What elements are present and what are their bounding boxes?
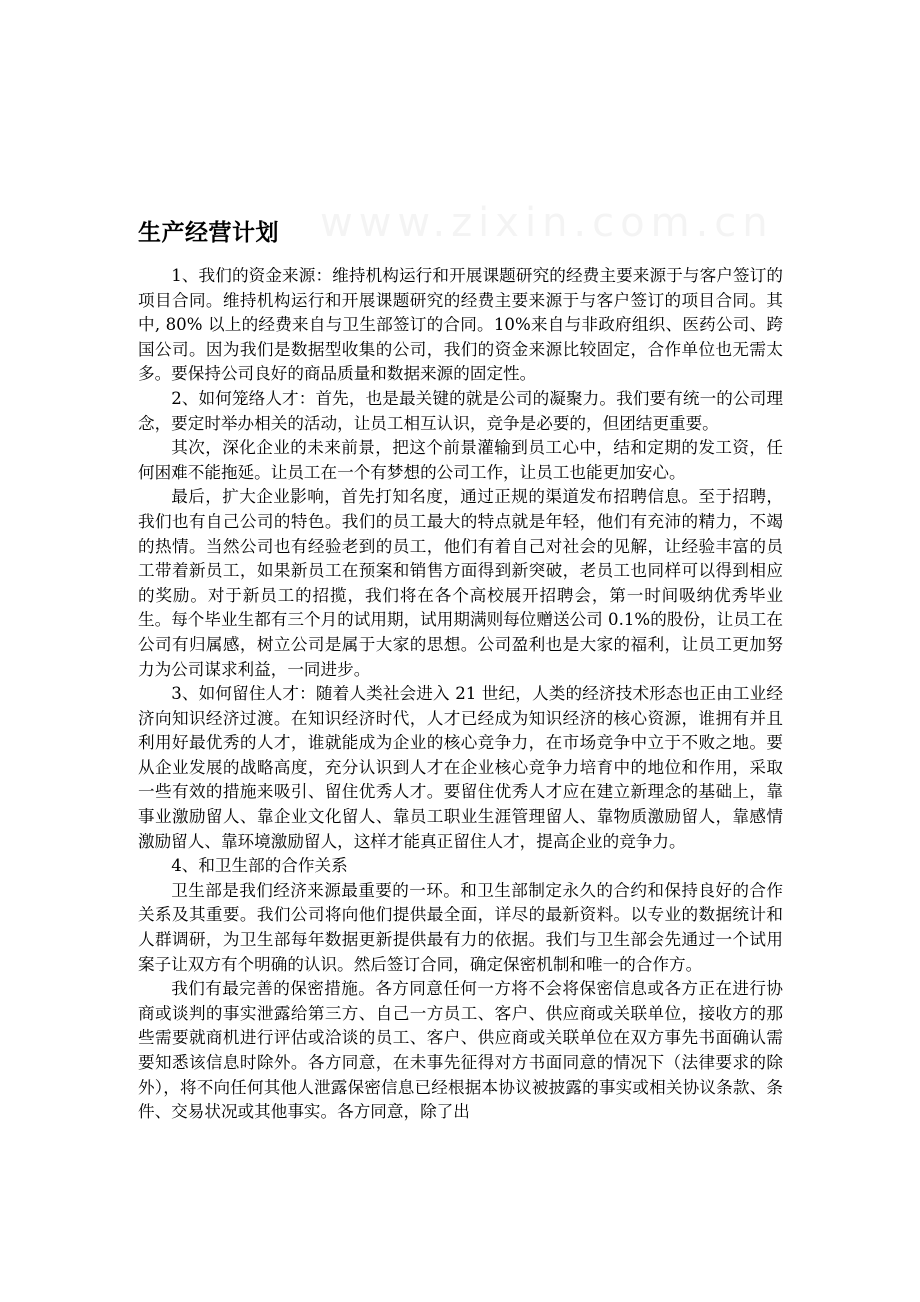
paragraph-health-ministry-cooperation: 卫生部是我们经济来源最重要的一环。和卫生部制定永久的合约和保持良好的合作关系及其重要。我们公司将向他们提供最全面，详尽的最新资料。以专业的数据统计和人群调研，为卫生部每年数据更新提供最有力的依据。我们与卫生部会先通过一个试用案子让双方有个明确的认识。然后签订合同，确定保密机制和唯一的合作方。 — [138, 880, 783, 974]
paragraph-attract-talent: 2、如何笼络人才：首先，也是最关键的就是公司的凝聚力。我们要有统一的公司理念，要定时举办相关的活动，让员工相互认识，竞争是必要的，但团结更重要。 — [138, 388, 783, 433]
watermark: www.zixin.com.cn — [320, 200, 774, 246]
paragraph-confidentiality: 我们有最完善的保密措施。各方同意任何一方将不会将保密信息或各方正在进行协商或谈判的事实泄露给第三方、自己一方员工、客户、供应商或关联单位，接收方的那些需要就商机进行评估或洽谈的员工、客户、供应商或关联单位在双方事先书面确认需要知悉该信息时除外。各方同意，在未事先征得对方书面同意的情况下（法律要求的除外），将不向任何其他人泄露保密信息已经根据本协议被披露的事实或相关协议条款、条件、交易状况或其他事实。各方同意，除了出 — [138, 979, 783, 1122]
paragraph-funding-source: 1、我们的资金来源：维持机构运行和开展课题研究的经费主要来源于与客户签订的项目合同。维持机构运行和开展课题研究的经费主要来源于与客户签订的项目合同。其中, 80% 以上的经费来自与卫生部签订的合同。10%来自与非政府组织、医药公司、跨国公司。因为我们是数据型收集的公司，我们的资金来源比较固定，合作单位也无需太多。要保持公司良好的商品质量和数据来源的固定性。 — [138, 266, 783, 384]
document-body — [138, 214, 783, 1125]
page-title: 生产经营计划 — [138, 220, 279, 246]
paragraph-recruitment: 最后，扩大企业影响，首先打知名度，通过正规的渠道发布招聘信息。至于招聘，我们也有自己公司的特色。我们的员工最大的特点就是年轻，他们有充沛的精力，不竭的热情。当然公司也有经验老到的员工，他们有着自己对社会的见解，让经验丰富的员工带着新员工，如果新员工在预案和销售方面得到新突破，老员工也同样可以得到相应的奖励。对于新员工的招揽，我们将在各个高校展开招聘会，第一时间吸纳优秀毕业生。每个毕业生都有三个月的试用期，试用期满则每位赠送公司 0.1%的股份，让员工在公司有归属感，树立公司是属于大家的思想。公司盈利也是大家的福利，让员工更加努力为公司谋求利益，一同进步。 — [138, 487, 783, 679]
paragraph-company-future: 其次，深化企业的未来前景，把这个前景灌输到员工心中，结和定期的发工资，任何困难不能拖延。让员工在一个有梦想的公司工作，让员工也能更加安心。 — [138, 438, 783, 482]
paragraph-retain-talent: 3、如何留住人才：随着人类社会进入 21 世纪，人类的经济技术形态也正由工业经济向知识经济过渡。在知识经济时代，人才已经成为知识经济的核心资源，谁拥有并且利用好最优秀的人才，谁就能成为企业的核心竞争力，在市场竞争中立于不败之地。要从企业发展的战略高度，充分认识到人才在企业核心竞争力培育中的地位和作用，采取一些有效的措施来吸引、留住优秀人才。要留住优秀人才应在建立新理念的基础上，靠事业激励留人、靠企业文化留人、靠员工职业生涯管理留人、靠物质激励留人，靠感情激励留人、靠环境激励留人，这样才能真正留住人才，提高企业的竞争力。 — [138, 684, 783, 851]
paragraph-heading-health-ministry: 4、和卫生部的合作关系 — [171, 856, 348, 876]
